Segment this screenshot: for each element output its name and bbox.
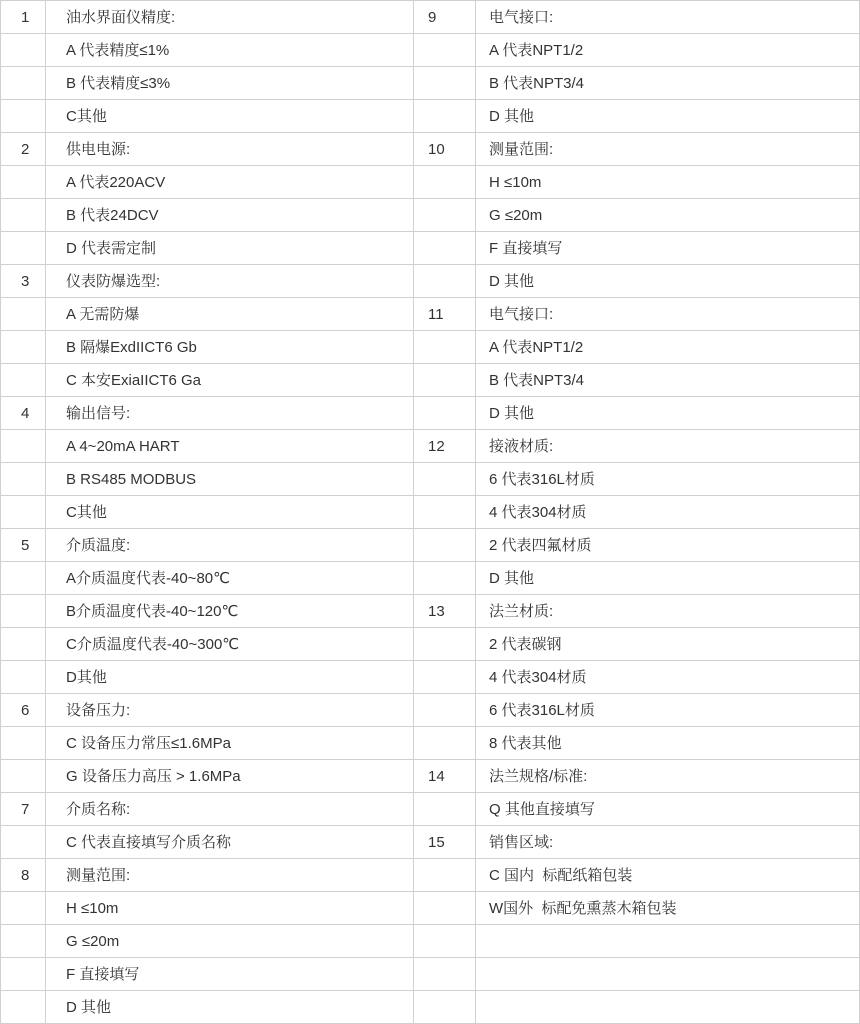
row-number-cell [1, 199, 45, 231]
row-number-cell: 6 [1, 694, 45, 726]
spec-text-cell: 接液材质: [476, 430, 859, 462]
spec-text-cell: Q 其他直接填写 [476, 793, 859, 825]
spec-text-cell: 销售区域: [476, 826, 859, 858]
spec-text-cell: A 4~20mA HART [46, 430, 413, 462]
row-number-cell [414, 166, 475, 198]
spec-text-cell [476, 991, 859, 1023]
row-number-cell [414, 958, 475, 990]
row-number-cell [414, 694, 475, 726]
row-number-cell: 15 [414, 826, 475, 858]
spec-text-cell: 测量范围: [46, 859, 413, 891]
row-number-cell: 12 [414, 430, 475, 462]
spec-text-cell: 4 代表304材质 [476, 661, 859, 693]
row-number-cell: 8 [1, 859, 45, 891]
row-number-cell: 3 [1, 265, 45, 297]
row-number-cell [414, 529, 475, 561]
spec-text-cell: 设备压力: [46, 694, 413, 726]
row-number-cell [414, 562, 475, 594]
spec-text-cell: 2 代表四氟材质 [476, 529, 859, 561]
spec-text-cell: B介质温度代表-40~120℃ [46, 595, 413, 627]
row-number-cell [414, 991, 475, 1023]
row-number-cell [414, 463, 475, 495]
row-number-cell [1, 727, 45, 759]
spec-text-cell: H ≤10m [476, 166, 859, 198]
row-number-cell [1, 166, 45, 198]
row-number-cell [414, 925, 475, 957]
spec-text-cell: 4 代表304材质 [476, 496, 859, 528]
row-number-cell: 5 [1, 529, 45, 561]
row-number-cell: 7 [1, 793, 45, 825]
row-number-cell [414, 34, 475, 66]
spec-text-cell: G ≤20m [476, 199, 859, 231]
row-number-cell [1, 628, 45, 660]
row-number-cell [414, 265, 475, 297]
row-number-cell [1, 34, 45, 66]
spec-text-cell: 法兰规格/标准: [476, 760, 859, 792]
spec-text-cell: 供电电源: [46, 133, 413, 165]
spec-text-cell: A 代表NPT1/2 [476, 331, 859, 363]
spec-text-cell: G ≤20m [46, 925, 413, 957]
row-number-cell [1, 100, 45, 132]
spec-text-cell: 输出信号: [46, 397, 413, 429]
row-number-cell: 10 [414, 133, 475, 165]
spec-text-cell: C 国内 标配纸箱包装 [476, 859, 859, 891]
row-number-cell: 14 [414, 760, 475, 792]
spec-text-cell: D 其他 [476, 100, 859, 132]
spec-text-cell: A 代表精度≤1% [46, 34, 413, 66]
spec-text-cell: D 其他 [476, 265, 859, 297]
spec-text-cell: B 代表NPT3/4 [476, 67, 859, 99]
row-number-cell [1, 430, 45, 462]
row-number-cell [414, 232, 475, 264]
spec-text-cell: D 代表需定制 [46, 232, 413, 264]
row-number-cell [1, 595, 45, 627]
row-number-cell [414, 793, 475, 825]
spec-text-cell: B 隔爆ExdIICT6 Gb [46, 331, 413, 363]
spec-text-cell: A 无需防爆 [46, 298, 413, 330]
row-number-cell [414, 496, 475, 528]
spec-text-cell: B RS485 MODBUS [46, 463, 413, 495]
row-number-cell [1, 925, 45, 957]
spec-text-cell [476, 925, 859, 957]
spec-text-cell: H ≤10m [46, 892, 413, 924]
row-number-cell [414, 331, 475, 363]
row-number-cell [1, 364, 45, 396]
spec-text-cell: 6 代表316L材质 [476, 694, 859, 726]
row-number-cell [414, 364, 475, 396]
row-number-cell [1, 67, 45, 99]
row-number-cell [1, 463, 45, 495]
spec-text-cell: D 其他 [46, 991, 413, 1023]
row-number-cell [414, 100, 475, 132]
row-number-cell [1, 331, 45, 363]
row-number-cell [414, 199, 475, 231]
spec-text-cell: 油水界面仪精度: [46, 1, 413, 33]
spec-text-cell: C其他 [46, 496, 413, 528]
row-number-cell [414, 661, 475, 693]
spec-text-cell: 测量范围: [476, 133, 859, 165]
spec-text-cell: B 代表NPT3/4 [476, 364, 859, 396]
spec-text-cell: C 设备压力常压≤1.6MPa [46, 727, 413, 759]
row-number-cell [414, 727, 475, 759]
row-number-cell [1, 562, 45, 594]
row-number-cell [414, 628, 475, 660]
row-number-cell [1, 232, 45, 264]
row-number-cell [414, 892, 475, 924]
row-number-cell [1, 661, 45, 693]
spec-text-cell: A介质温度代表-40~80℃ [46, 562, 413, 594]
spec-text-cell: F 直接填写 [476, 232, 859, 264]
spec-text-cell: C 代表直接填写介质名称 [46, 826, 413, 858]
row-number-cell [1, 991, 45, 1023]
row-number-cell [414, 397, 475, 429]
spec-text-cell: 介质名称: [46, 793, 413, 825]
row-number-cell: 11 [414, 298, 475, 330]
spec-text-cell: 仪表防爆选型: [46, 265, 413, 297]
spec-text-cell: W国外 标配免熏蒸木箱包装 [476, 892, 859, 924]
row-number-cell: 1 [1, 1, 45, 33]
row-number-cell: 2 [1, 133, 45, 165]
spec-text-cell: B 代表24DCV [46, 199, 413, 231]
spec-text-cell: 介质温度: [46, 529, 413, 561]
spec-text-cell: C其他 [46, 100, 413, 132]
spec-text-cell: B 代表精度≤3% [46, 67, 413, 99]
spec-text-cell: 2 代表碳钢 [476, 628, 859, 660]
spec-text-cell: D 其他 [476, 562, 859, 594]
row-number-cell [1, 298, 45, 330]
spec-text-cell: C介质温度代表-40~300℃ [46, 628, 413, 660]
spec-text-cell: D 其他 [476, 397, 859, 429]
row-number-cell [414, 67, 475, 99]
row-number-cell: 9 [414, 1, 475, 33]
spec-text-cell: 法兰材质: [476, 595, 859, 627]
spec-text-cell [476, 958, 859, 990]
row-number-cell [414, 859, 475, 891]
spec-text-cell: D其他 [46, 661, 413, 693]
spec-text-cell: G 设备压力高压 > 1.6MPa [46, 760, 413, 792]
row-number-cell [1, 826, 45, 858]
spec-text-cell: 6 代表316L材质 [476, 463, 859, 495]
row-number-cell [1, 892, 45, 924]
row-number-cell: 4 [1, 397, 45, 429]
spec-text-cell: 8 代表其他 [476, 727, 859, 759]
spec-text-cell: A 代表220ACV [46, 166, 413, 198]
spec-text-cell: C 本安ExiaIICT6 Ga [46, 364, 413, 396]
row-number-cell: 13 [414, 595, 475, 627]
row-number-cell [1, 958, 45, 990]
row-number-cell [1, 496, 45, 528]
spec-text-cell: 电气接口: [476, 298, 859, 330]
spec-text-cell: F 直接填写 [46, 958, 413, 990]
spec-text-cell: 电气接口: [476, 1, 859, 33]
spec-text-cell: A 代表NPT1/2 [476, 34, 859, 66]
row-number-cell [1, 760, 45, 792]
